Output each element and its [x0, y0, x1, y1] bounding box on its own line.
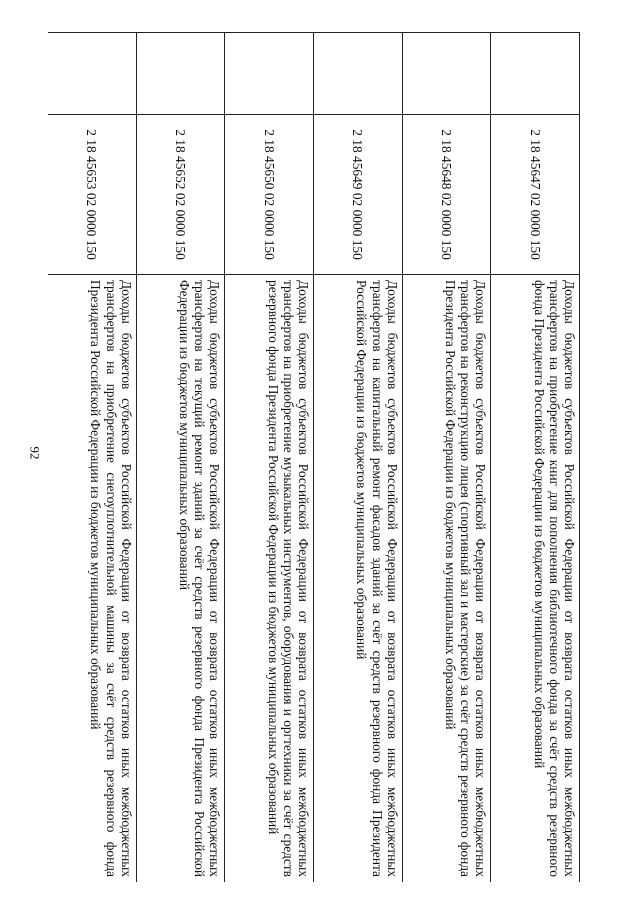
description-cell: Доходы бюджетов субъектов Российской Федерации от возврата остатков иных межбюджетных трансфертов на приобретение книг для пополнения библиотечного фонда за счёт средств резервного фонда Президента Российской Федерации из бюджетов муниципальных образований: [491, 275, 580, 883]
description-cell: Доходы бюджетов субъектов Российской Федерации от возврата остатков иных межбюджетных трансфертов на реконструкцию лицея (спортивный зал и мастерские) за счёт средств резервного фонда Президента Российской Федерации из бюджетов муниципальных образований: [402, 275, 491, 883]
description-cell: Доходы бюджетов субъектов Российской Федерации от возврата остатков иных межбюджетных трансфертов на приобретение снегоуплотнительной машины за счёт средств резервного фонда Президента Российской Федерации из бюджетов муниципальных образований: [48, 275, 136, 883]
empty-cell: [48, 33, 136, 115]
table-row: [225, 33, 314, 883]
table-row: [48, 33, 136, 883]
table-container: [48, 32, 580, 882]
empty-cell: [225, 33, 314, 115]
empty-cell: [314, 33, 403, 115]
empty-cell: [402, 33, 491, 115]
budget-code-cell: 2 18 45649 02 0000 150: [314, 115, 403, 275]
description-cell: Доходы бюджетов субъектов Российской Федерации от возврата остатков иных межбюджетных трансфертов на капитальный ремонт фасадов зданий за счёт средств резервного фонда Президента Российской Федерации из бюджетов муниципальных образований: [314, 275, 403, 883]
table-row: [402, 33, 491, 883]
empty-cell: [491, 33, 580, 115]
table-row: [314, 33, 403, 883]
rotated-table: [48, 32, 580, 882]
budget-code-cell: 2 18 45652 02 0000 150: [136, 115, 225, 275]
budget-code-cell: 2 18 45650 02 0000 150: [225, 115, 314, 275]
empty-cell: [136, 33, 225, 115]
budget-codes-table: [48, 32, 580, 882]
budget-code-cell: 2 18 45653 02 0000 150: [48, 115, 136, 275]
page-number: 92: [27, 446, 43, 460]
description-cell: Доходы бюджетов субъектов Российской Федерации от возврата остатков иных межбюджетных трансфертов на текущий ремонт зданий за счёт средств резервного фонда Президента Российской Федерации из бюджетов муниципальных образований: [136, 275, 225, 883]
table-row: [136, 33, 225, 883]
budget-code-cell: 2 18 45647 02 0000 150: [491, 115, 580, 275]
budget-code-cell: 2 18 45648 02 0000 150: [402, 115, 491, 275]
table-row: [491, 33, 580, 883]
description-cell: Доходы бюджетов субъектов Российской Федерации от возврата остатков иных межбюджетных трансфертов на приобретение музыкальных инструментов, оборудования и оргтехники за счёт средств резервного фонда Президента Российской Федерации из бюджетов муниципальных образований: [225, 275, 314, 883]
